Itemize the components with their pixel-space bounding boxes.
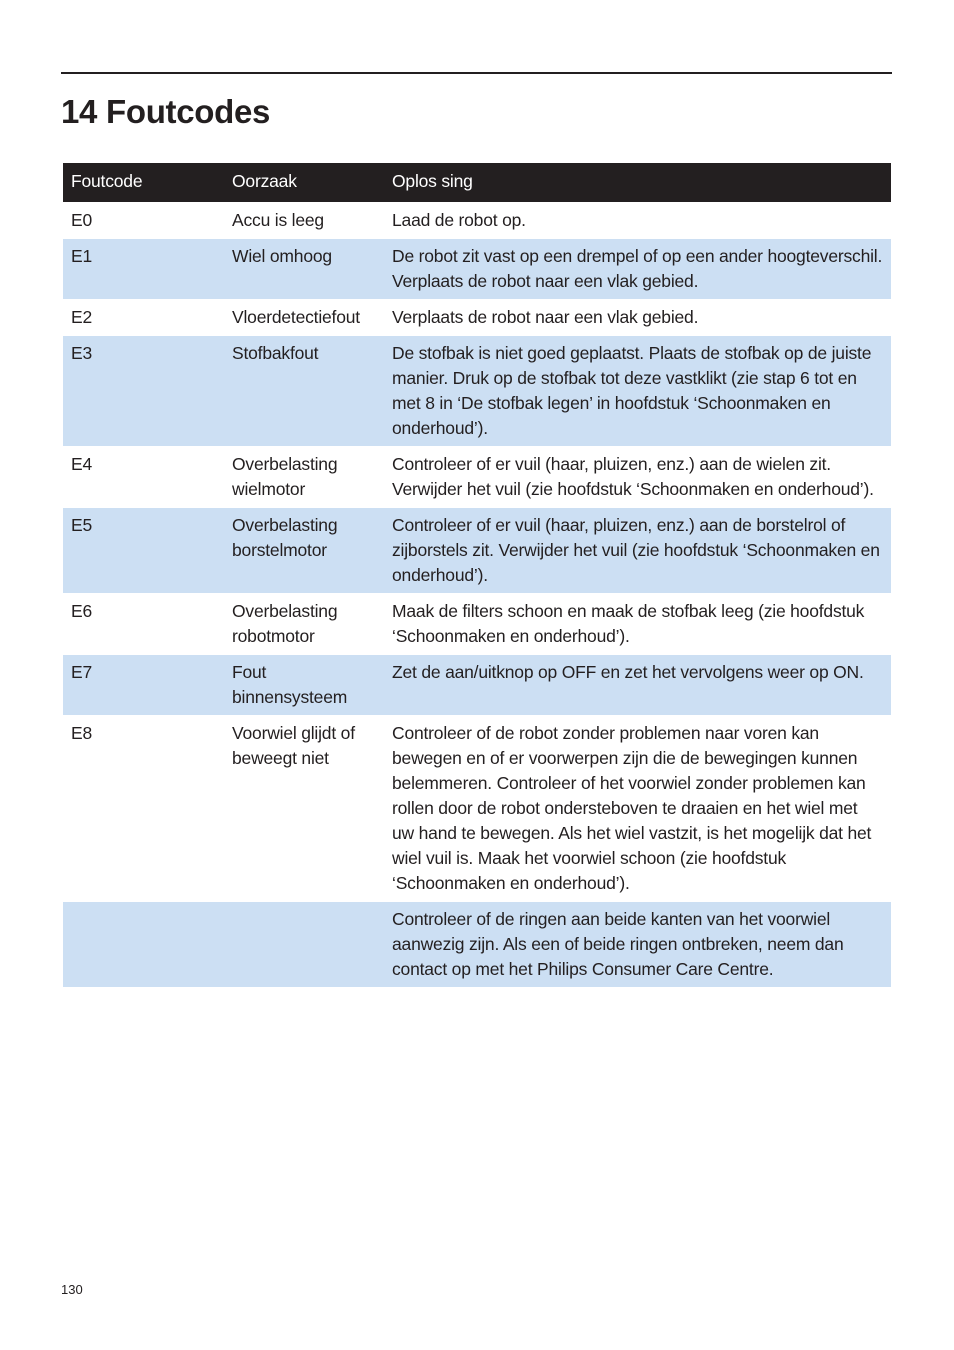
page-title: 14 Foutcodes <box>61 93 271 130</box>
cell-cause: Overbelasting wielmotor <box>232 454 338 499</box>
header-foutcode: Foutcode <box>71 171 143 191</box>
cell-cause: Overbelasting robotmotor <box>232 601 338 646</box>
cell-solution: Controleer of de ringen aan beide kanten van het voorwiel aanwezig zijn. Als een of beide ringen ontbreken, neem dan contact op met het Philips Consumer Care Centre. <box>392 909 844 979</box>
cell-code: E6 <box>71 601 93 621</box>
cell-cause: Vloerdetectiefout <box>232 307 360 327</box>
table-row <box>63 300 891 336</box>
table-row <box>63 336 891 447</box>
table-row <box>63 655 891 716</box>
cell-solution: Verplaats de robot naar een vlak gebied. <box>392 307 699 327</box>
cell-cause: Accu is leeg <box>232 210 324 230</box>
table-row <box>63 716 891 902</box>
cell-code: E2 <box>71 307 93 327</box>
table-row <box>63 203 891 239</box>
cell-cause <box>224 902 384 988</box>
cell-code: E0 <box>71 210 93 230</box>
cell-cause: Stofbakfout <box>232 343 319 363</box>
cell-code: E4 <box>71 454 93 474</box>
cell-cause: Overbelasting borstelmotor <box>232 515 338 560</box>
top-rule <box>61 72 892 74</box>
cell-solution: De stofbak is niet goed geplaatst. Plaats de stofbak op de juiste manier. Druk op de stofbak tot deze vastklikt (zie stap 6 tot en met 8 in ‘De stofbak legen’ in hoofdstuk ‘Schoonmaken en onderhoud’). <box>392 343 872 438</box>
cell-cause: Fout binnensysteem <box>232 662 348 707</box>
table-row <box>63 239 891 300</box>
table-header-row <box>63 163 891 203</box>
cell-solution: Controleer of er vuil (haar, pluizen, enz.) aan de borstelrol of zijborstels zit. Verwijder het vuil (zie hoofdstuk ‘Schoonmaken en onderhoud’). <box>392 515 880 585</box>
cell-code: E8 <box>71 723 93 743</box>
header-oorzaak: Oorzaak <box>232 171 297 191</box>
cell-cause: Wiel omhoog <box>232 246 332 266</box>
table-row <box>63 447 891 508</box>
cell-solution: De robot zit vast op een drempel of op een ander hoogteverschil. Verplaats de robot naar een vlak gebied. <box>392 246 883 291</box>
table-row <box>63 902 891 988</box>
cell-solution: Maak de filters schoon en maak de stofbak leeg (zie hoofdstuk ‘Schoonmaken en onderhoud’). <box>392 601 865 646</box>
cell-solution: Controleer of er vuil (haar, pluizen, enz.) aan de wielen zit. Verwijder het vuil (zie hoofdstuk ‘Schoonmaken en onderhoud’). <box>392 454 874 499</box>
cell-solution: Laad de robot op. <box>392 210 526 230</box>
cell-solution: Controleer of de robot zonder problemen naar voren kan bewegen en of er voorwerpen zijn die de bewegingen kunnen belemmeren. Controleer of het voorwiel zonder problemen kan rollen door de robot ondersteboven te draaien en het wiel met uw hand te bewegen. Als het wiel vastzit, is het mogelijk dat het wiel vuil is. Maak het voorwiel schoon (zie hoofdstuk ‘Schoonmaken en onderhoud’). <box>392 723 872 893</box>
cell-code: E3 <box>71 343 93 363</box>
error-code-table <box>63 163 891 987</box>
table-row <box>63 508 891 594</box>
page-number: 130 <box>61 1282 83 1297</box>
cell-solution: Zet de aan/uitknop op OFF en zet het vervolgens weer op ON. <box>392 662 864 682</box>
cell-code <box>63 902 224 988</box>
cell-cause: Voorwiel glijdt of beweegt niet <box>232 723 355 768</box>
cell-code: E1 <box>71 246 93 266</box>
header-oplossing: Oplos sing <box>392 171 473 191</box>
cell-code: E5 <box>71 515 93 535</box>
table-row <box>63 594 891 655</box>
cell-code: E7 <box>71 662 93 682</box>
